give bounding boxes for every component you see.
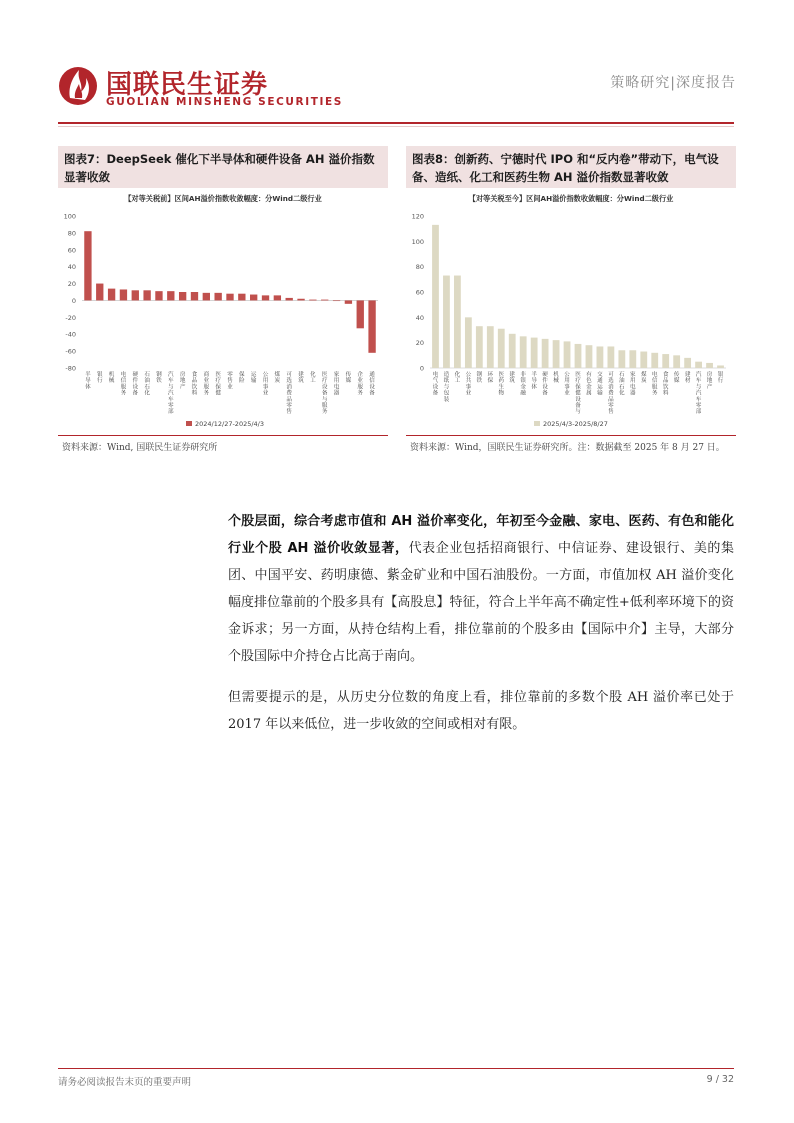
category-label: 通信设备: [369, 372, 375, 397]
bar: [143, 290, 150, 300]
bar: [564, 341, 571, 368]
bar: [673, 355, 680, 368]
y-tick-label: 100: [411, 237, 424, 246]
bar: [214, 293, 221, 301]
category-label: 食品饮料: [191, 372, 198, 397]
category-label: 煤炭: [640, 372, 647, 385]
y-tick-label: -60: [65, 347, 76, 356]
bar: [333, 300, 340, 301]
bar: [226, 294, 233, 301]
bar: [191, 292, 198, 300]
footer-disclaimer: 请务必阅读报告末页的重要声明: [58, 1077, 192, 1088]
category-label: 造纸与包装: [443, 372, 450, 403]
flame-logo-icon: [58, 62, 98, 108]
category-label: 石油石化: [619, 372, 625, 397]
legend-label: 2025/4/3-2025/8/27: [543, 420, 608, 428]
bar: [618, 350, 625, 368]
bar: [286, 298, 293, 301]
bar: [250, 295, 257, 301]
bar: [487, 326, 494, 368]
category-label: 机械: [553, 372, 559, 385]
figure7-source: 资料来源：Wind, 国联民生证券研究所: [62, 443, 218, 453]
y-tick-label: 60: [415, 288, 424, 297]
bar: [96, 284, 103, 301]
category-label: 电信服务: [651, 372, 658, 397]
bar: [651, 353, 658, 368]
bar: [629, 350, 636, 368]
category-label: 公用事业: [564, 372, 570, 397]
category-label: 建筑: [298, 372, 304, 385]
y-tick-label: 80: [67, 229, 76, 238]
category-label: 公共事业: [465, 372, 472, 397]
category-label: 半导体: [85, 372, 91, 391]
category-label: 机械: [108, 372, 115, 385]
bar: [509, 334, 516, 368]
category-label: 环保: [487, 372, 494, 385]
category-label: 公用事业: [262, 372, 269, 397]
bar: [695, 362, 702, 368]
y-tick-label: 40: [415, 313, 424, 322]
category-label: 保险: [239, 372, 245, 385]
legend-swatch: [534, 421, 540, 426]
chart-title: 【对等关税前】区间AH溢价指数收敛幅度：分Wind二级行业: [124, 194, 322, 203]
bar: [662, 354, 669, 368]
legend-label: 2024/12/27-2025/4/3: [195, 420, 265, 428]
figure8-chart: [406, 188, 736, 435]
bar: [553, 340, 560, 368]
bar: [238, 294, 245, 301]
bar: [684, 358, 691, 368]
bar: [357, 300, 364, 328]
category-label: 传媒: [673, 372, 680, 385]
bar: [476, 326, 483, 368]
figure8-source-rule: [406, 435, 736, 436]
y-tick-label: 120: [411, 212, 424, 221]
category-label: 零售业: [227, 372, 233, 391]
footer-rule: [58, 1068, 734, 1069]
body-paragraph-1-text: 代表企业包括招商银行、中信证券、建设银行、美的集团、中国平安、药明康德、紫金矿业和中国石油股份。一方面，市值加权 AH 溢价变化幅度排位靠前的个股多具有【高股息】特征，符合上半年高不确定性+低利率环境下的资金诉求；另一方面，从持仓结构上看，排位靠前的个股多由【国际中介】主导，大部分个股国际中介持仓占比高于南向。: [228, 541, 734, 664]
bar: [597, 346, 604, 368]
category-label: 交通运输: [597, 372, 603, 397]
category-label: 钢铁: [476, 372, 483, 385]
report-type: 策略研究|深度报告: [610, 75, 736, 91]
header-rule: [58, 122, 734, 124]
category-label: 银行: [717, 372, 724, 385]
bar: [586, 345, 593, 368]
y-tick-label: 0: [71, 296, 76, 305]
category-label: 非银金融: [520, 372, 526, 397]
y-tick-label: -20: [65, 313, 76, 322]
category-label: 银行: [96, 372, 103, 385]
category-label: 汽车与汽车零部: [167, 372, 174, 416]
category-label: 有色金属: [586, 372, 592, 397]
chart-title: 【对等关税至今】区间AH溢价指数收敛幅度：分Wind二级行业: [468, 194, 674, 203]
category-label: 石油石化: [144, 372, 150, 397]
bar: [132, 290, 139, 300]
bar: [368, 300, 375, 352]
category-label: 传媒: [345, 372, 352, 385]
category-label: 硬件设备: [542, 372, 548, 397]
y-tick-label: 60: [67, 246, 76, 255]
bar: [575, 344, 582, 368]
bar: [321, 300, 328, 301]
bar: [432, 225, 439, 368]
category-label: 家用电器: [630, 372, 636, 397]
body-paragraph-1-lead: 个股层面，综合考虑市值和 AH 溢价率变化，年初至今金融、家电、医药、有色和能化行业个股 AH 溢价收敛显著，: [228, 514, 734, 556]
category-label: 化工: [310, 372, 316, 385]
page-number: 9 / 32: [706, 1074, 734, 1085]
bar: [717, 365, 724, 368]
category-label: 房地产: [706, 372, 713, 391]
y-tick-label: 20: [67, 280, 76, 289]
bar: [607, 346, 614, 368]
figure7-caption: 图表7：DeepSeek 催化下半导体和硬件设备 AH 溢价指数显著收敛: [58, 146, 388, 188]
category-label: 医药生物: [498, 372, 505, 397]
bar: [520, 336, 527, 368]
category-label: 电气设备: [432, 372, 439, 397]
category-label: 商业服务: [203, 372, 210, 397]
category-label: 建筑: [509, 372, 516, 385]
category-label: 建材: [684, 372, 691, 385]
category-label: 电信服务: [120, 372, 127, 397]
bar: [179, 292, 186, 300]
category-label: 汽车与汽车零部: [695, 372, 702, 416]
body-paragraph-1: [228, 508, 734, 670]
bar: [262, 295, 269, 300]
figure8-source: 资料来源：Wind，国联民生证券研究所。注：数据截至 2025 年 8 月 27 日。: [410, 443, 725, 453]
bar: [274, 295, 281, 300]
bar: [542, 339, 549, 368]
bar: [454, 276, 461, 368]
category-label: 医疗保健: [215, 372, 221, 397]
bar: [203, 293, 210, 301]
body-paragraph-2: 但需要提示的是，从历史分位数的角度上看，排位靠前的多数个股 AH 溢价率已处于 2017 年以来低位，进一步收敛的空间或相对有限。: [228, 690, 734, 732]
y-tick-label: 80: [415, 263, 424, 272]
bar: [706, 363, 713, 368]
y-tick-label: -80: [65, 364, 76, 373]
bar: [531, 338, 538, 368]
category-label: 运输: [250, 372, 257, 385]
figure8-caption: 图表8：创新药、宁德时代 IPO 和“反内卷”带动下，电气设备、造纸、化工和医药生物 AH 溢价指数显著收敛: [406, 146, 736, 188]
category-label: 可选消费品零售: [286, 372, 293, 416]
category-label: 家用电器: [333, 372, 340, 397]
bar: [443, 276, 450, 368]
category-label: 可选消费品零售: [608, 372, 614, 416]
bar: [465, 317, 472, 368]
y-tick-label: -40: [65, 330, 76, 339]
bar: [345, 300, 352, 303]
category-label: 煤炭: [274, 372, 281, 385]
brand-name-cn: 国联民生证券: [106, 70, 269, 100]
category-label: 化工: [454, 372, 461, 385]
y-tick-label: 40: [67, 263, 76, 272]
bar: [84, 231, 91, 300]
y-tick-label: 20: [415, 339, 424, 348]
legend-swatch: [186, 421, 192, 426]
category-label: 医疗保健设备与: [575, 372, 581, 416]
bar: [167, 291, 174, 300]
category-label: 企业服务: [357, 372, 364, 397]
bar: [640, 352, 647, 368]
category-label: 半导体: [531, 372, 537, 391]
bar: [498, 329, 505, 368]
header-rule-thin: [58, 126, 734, 127]
category-label: 硬件设备: [132, 372, 139, 397]
figure7-chart: [58, 188, 388, 435]
figure7-source-rule: [58, 435, 388, 436]
category-label: 医疗设备与服务: [321, 372, 328, 416]
category-label: 房地产: [179, 372, 186, 391]
bar: [108, 289, 115, 301]
brand-name-en: GUOLIAN MINSHENG SECURITIES: [106, 96, 343, 108]
bar: [155, 291, 162, 300]
bar: [120, 289, 127, 300]
bar: [309, 300, 316, 301]
y-tick-label: 0: [419, 364, 424, 373]
category-label: 食品饮料: [662, 372, 669, 397]
bar: [297, 299, 304, 301]
category-label: 钢铁: [156, 372, 162, 385]
y-tick-label: 100: [63, 212, 76, 221]
